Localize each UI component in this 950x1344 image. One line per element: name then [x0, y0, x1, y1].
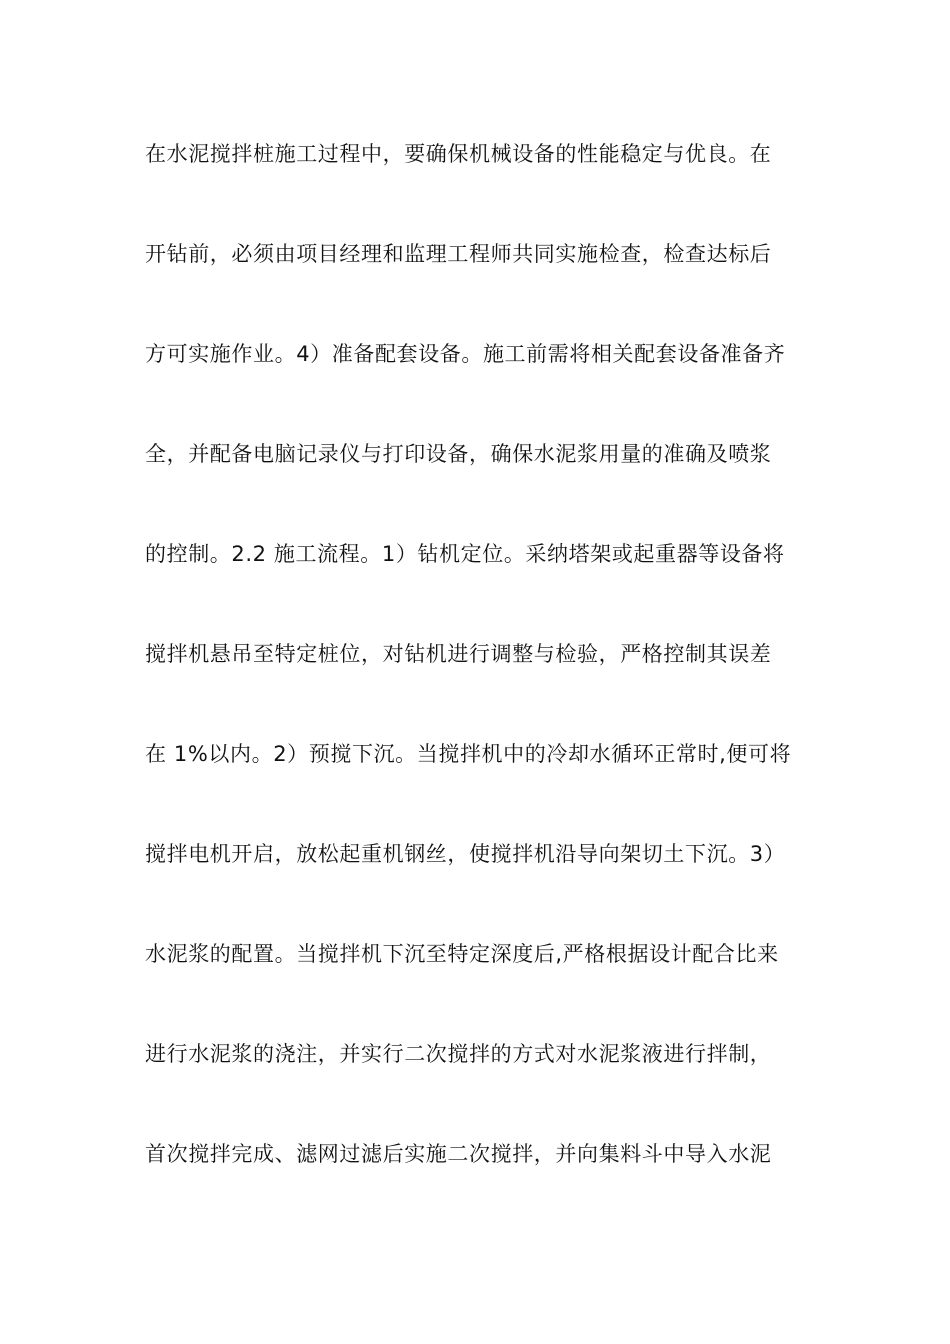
text-line-7: 在 1%以内。2）预搅下沉。当搅拌机中的冷却水循环正常时,便可将 — [145, 742, 792, 766]
text-line-1: 在水泥搅拌桩施工过程中，要确保机械设备的性能稳定与优良。在 — [145, 142, 772, 166]
text-line-10: 进行水泥浆的浇注，并实行二次搅拌的方式对水泥浆液进行拌制， — [145, 1042, 772, 1066]
text-line-8: 搅拌电机开启，放松起重机钢丝，使搅拌机沿导向架切土下沉。3） — [145, 842, 786, 866]
text-line-2: 开钻前，必须由项目经理和监理工程师共同实施检查，检查达标后 — [145, 242, 772, 266]
text-line-6: 搅拌机悬吊至特定桩位，对钻机进行调整与检验，严格控制其误差 — [145, 642, 772, 666]
text-line-9: 水泥浆的配置。当搅拌机下沉至特定深度后,严格根据设计配合比来 — [145, 942, 779, 966]
text-line-11: 首次搅拌完成、滤网过滤后实施二次搅拌，并向集料斗中导入水泥 — [145, 1142, 772, 1166]
text-line-3: 方可实施作业。4）准备配套设备。施工前需将相关配套设备准备齐 — [145, 342, 786, 366]
text-line-4: 全，并配备电脑记录仪与打印设备，确保水泥浆用量的准确及喷浆 — [145, 442, 772, 466]
body-paragraph — [145, 132, 810, 1232]
text-line-5: 的控制。2.2 施工流程。1）钻机定位。采纳塔架或起重器等设备将 — [145, 542, 785, 566]
